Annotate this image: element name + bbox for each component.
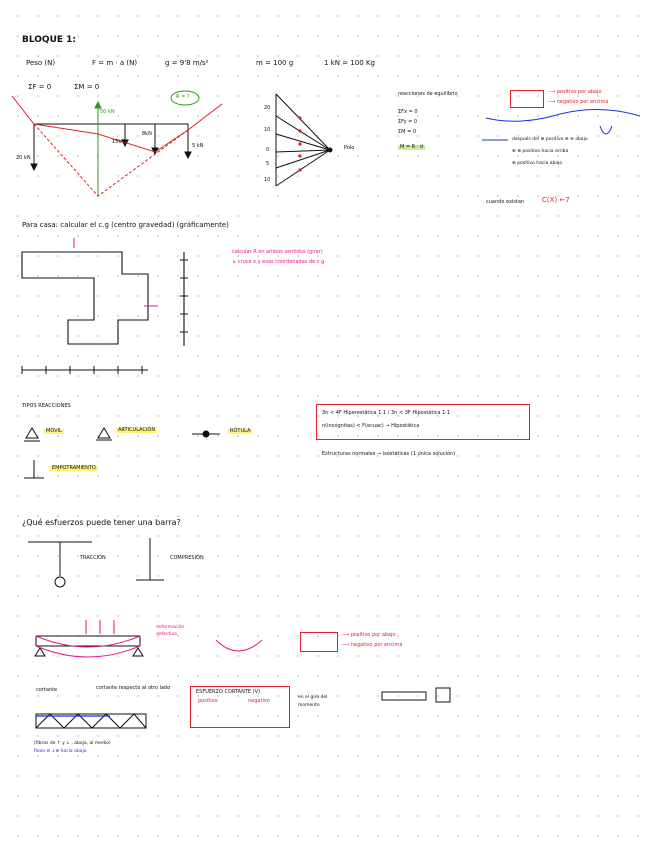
force-polygon-marks bbox=[298, 116, 301, 171]
beam-load-label: 50 kN bbox=[100, 109, 115, 115]
hipo-line: n(incógnitas) < F(ecuac) → Hipostática bbox=[322, 423, 420, 429]
sign-neg: ⟶ negativo por encima bbox=[548, 99, 609, 105]
funicular-tick: 10 bbox=[264, 177, 271, 183]
tipo-empotramiento: EMPOTRAMIENTO bbox=[52, 465, 96, 471]
sign-pos: ⟶ positivo por abajo bbox=[548, 89, 602, 95]
cortante-side: en el giro del bbox=[298, 695, 328, 700]
tipo-movil: MÓVIL bbox=[46, 428, 62, 434]
flexion-note: deformación bbox=[156, 625, 185, 630]
barra-compresion: COMPRESIÓN bbox=[170, 555, 204, 561]
cortante-foot: (fibras de ↑ y ↓ , abajo, al medio) bbox=[34, 741, 111, 746]
beam-force-mid2: 8kN bbox=[142, 131, 152, 137]
barra-question: ¿Qué esfuerzos puede tener una barra? bbox=[22, 518, 181, 527]
reacciones-eq: ΣM = 0 bbox=[398, 129, 417, 135]
page-title: BLOQUE 1: bbox=[22, 35, 77, 45]
legend-cuando-val: C(X) ←7 bbox=[542, 196, 570, 204]
cg-shape bbox=[22, 252, 184, 370]
cg-note: ↳ cruce x,y esas coordenadas de c.g bbox=[232, 259, 325, 265]
flexion-beam bbox=[35, 636, 143, 656]
flexion-note: defectiva bbox=[156, 632, 177, 637]
legend-cuando: cuando existan bbox=[486, 199, 525, 205]
cg-ticks bbox=[22, 260, 188, 374]
sign-sketch bbox=[482, 109, 640, 140]
formula-gravedad: g = 9'8 m/s² bbox=[165, 59, 209, 67]
formula-sum-f: ΣF = 0 bbox=[28, 83, 52, 91]
beam-reaction-label: R = ? bbox=[176, 94, 190, 100]
cg-note: calcular R en ambos sentidos (girar) bbox=[232, 249, 323, 255]
force-polygon bbox=[276, 94, 332, 186]
reacciones-mn: M = R · d bbox=[400, 144, 424, 150]
flexion-pos: ⟶ positivo por abajo bbox=[342, 632, 396, 638]
flexion-loads bbox=[86, 620, 114, 634]
reacciones-eq: ΣFy = 0 bbox=[398, 119, 418, 125]
legend-line: después del ⊕ positivo ⊕ ⊖ abajo bbox=[512, 137, 588, 142]
formula-fuerza: F = m · a (N) bbox=[92, 59, 138, 67]
tipo-articulacion: ARTICULACIÓN bbox=[118, 427, 156, 433]
reacciones-heading: reacciones de equilibrio bbox=[398, 91, 458, 97]
funicular-tick: 0 bbox=[266, 147, 270, 153]
cortante-note: cortante respecto al otro lado bbox=[96, 685, 171, 691]
hipo-note: Estructuras normales → isostáticas (1 única solución) bbox=[322, 451, 456, 457]
hipo-line: 3n < 4F Hiperestática 1·1 / 3n < 3F Hipostática 1·1 bbox=[322, 410, 451, 416]
beam-force-right: 5 kN bbox=[192, 143, 204, 149]
flexion-neg: ⟶ negativo por encima bbox=[342, 642, 403, 648]
reacciones-eq: ΣFx = 0 bbox=[398, 109, 418, 115]
tipos-heading: TIPOS REACCIONES bbox=[22, 403, 71, 409]
cortante-negativo: negativo bbox=[248, 698, 270, 704]
beam-force-left: 20 kN bbox=[16, 155, 31, 161]
funicular-pole: Polo bbox=[344, 145, 355, 151]
barra-traccion: TRACCIÓN bbox=[80, 555, 106, 561]
cortante-label: cortante bbox=[36, 687, 58, 693]
cortante-positivo: positivo bbox=[198, 698, 218, 704]
legend-line: ⊕ ⊕ positivo hacia arriba bbox=[512, 149, 569, 154]
funicular-tick: 20 bbox=[264, 105, 271, 111]
flexion-sign-box bbox=[300, 632, 338, 652]
formula-kn: 1 kN = 100 Kg bbox=[324, 59, 375, 67]
cortante-foot: flexa ⊖ ↓⊕ hacia abajo bbox=[34, 749, 87, 754]
cortante-title: ESFUERZO CORTANTE (V) bbox=[196, 689, 260, 695]
funicular-tick: 10 bbox=[264, 127, 271, 133]
funicular-tick: 5 bbox=[266, 161, 270, 167]
tipo-rotula: RÓTULA bbox=[230, 428, 251, 434]
formula-peso: Peso (N) bbox=[26, 59, 56, 67]
cortante-side: momento bbox=[298, 703, 320, 708]
sign-box bbox=[510, 90, 544, 108]
beam-force-mid1: 15kN bbox=[112, 139, 125, 145]
formula-masa: m = 100 g bbox=[256, 59, 294, 67]
legend-line: ⊕ positivo hacia abajo bbox=[512, 161, 563, 166]
funicular-curve bbox=[12, 96, 222, 196]
bar-sketches bbox=[28, 538, 164, 587]
cg-arrows bbox=[74, 238, 158, 306]
formula-sum-m: ΣM = 0 bbox=[74, 83, 100, 91]
cg-heading: Para casa: calcular el c.g (centro gravedad) (gráficamente) bbox=[22, 221, 229, 229]
bar-sketch-right bbox=[382, 688, 450, 702]
beam-diagram bbox=[31, 102, 191, 196]
